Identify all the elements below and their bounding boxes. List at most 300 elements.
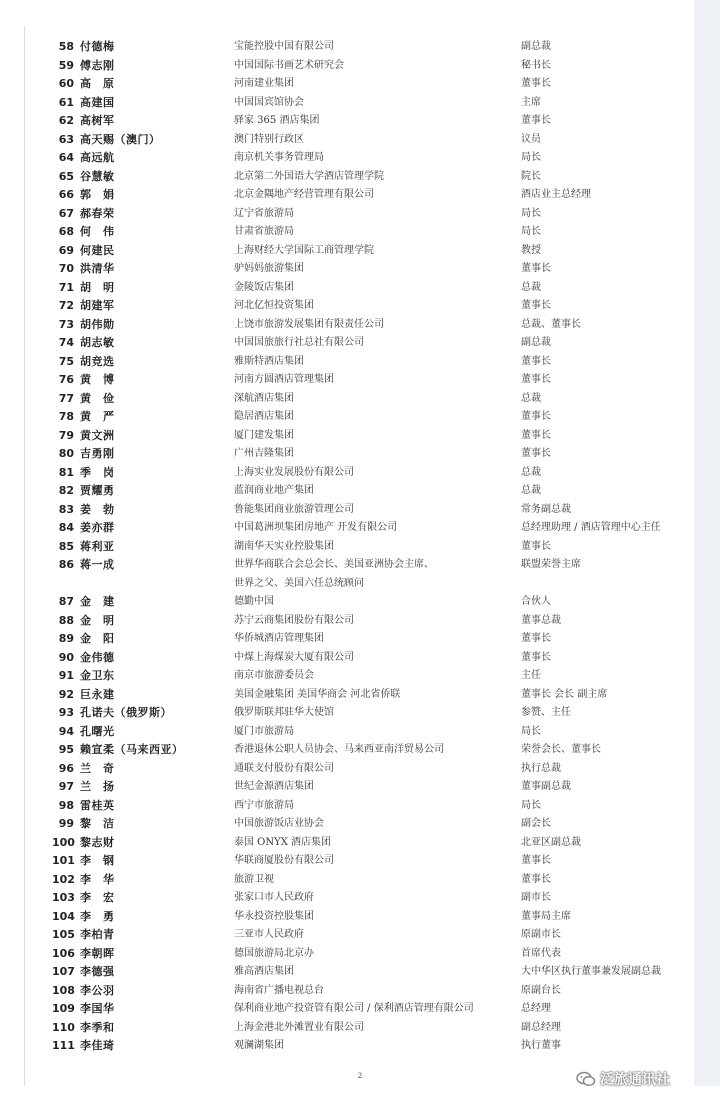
person-name: 李 华 [80,872,115,886]
organization [234,871,274,890]
person-name: 蒋利亚 [80,539,115,553]
organization-line: 中国葛洲坝集团房地产 开发有限公司 [234,522,398,533]
table-row [0,1000,720,1019]
table-row [0,760,720,779]
job-title: 大中华区执行董事兼发展副总裁 [521,966,661,977]
organization-line: 华侨城酒店管理集团 [234,633,324,644]
person-name: 李佳琦 [80,1039,115,1052]
organization [234,1037,284,1056]
job-title: 董事长 [521,633,551,644]
row-number: 64 [58,151,74,164]
job-title: 参赞、主任 [521,707,571,718]
organization-line: 河南方圆酒店管理集团 [234,374,334,385]
job-title: 董事长 [521,540,551,552]
organization [234,242,374,261]
job-title: 总裁 [521,485,541,496]
watermark [576,1069,670,1089]
job-title: 局长 [521,725,541,737]
job-title: 局长 [521,152,541,163]
row-number: 87 [58,595,74,608]
organization-line: 甘肃省旅游局 [234,226,294,237]
organization [234,519,397,538]
top-margin-panel [694,0,720,26]
job-title: 总裁、董事长 [521,318,581,330]
organization-line: 世界华商联合会总会长、美国亚洲协会主席、 [234,559,434,570]
organization-line: 南京市旅游委员会 [234,670,314,681]
person-name: 黄 严 [80,410,115,423]
job-title: 董事长 [521,300,551,311]
person-name: 兰 奇 [80,761,115,775]
organization [234,908,314,927]
job-title: 副总裁 [521,337,551,348]
organization [234,1019,364,1038]
row-number: 78 [58,410,74,423]
row-number: 96 [58,761,74,775]
organization-line: 俄罗斯联邦驻华大使馆 [234,707,334,718]
table-row [0,908,720,927]
organization [234,57,344,76]
person-name: 李 宏 [80,891,115,904]
job-title: 董事长 [521,374,551,385]
job-title: 董事长 [521,355,551,367]
row-number: 94 [58,724,74,738]
organization-line: 观澜湖集团 [234,1040,284,1051]
organization [234,464,354,483]
person-name: 胡志敏 [80,336,115,349]
job-title: 副总裁 [521,41,551,52]
table-row [0,279,720,298]
job-title: 荣誉会长、董事长 [521,744,601,755]
table-row [0,371,720,390]
table-row [0,982,720,1001]
row-number: 61 [58,95,74,109]
organization [234,852,334,871]
job-title: 原副台长 [521,984,561,996]
organization [234,482,314,501]
row-number: 83 [58,502,74,516]
organization [234,538,334,557]
table-row [0,667,720,686]
organization [234,297,314,316]
organization [234,723,294,742]
table-row [0,38,720,57]
person-name: 姜 勃 [80,502,115,516]
job-title: 副总经理 [521,1021,561,1033]
organization [234,316,384,335]
row-number: 99 [58,817,74,830]
person-name: 高远航 [80,151,115,164]
job-title: 总裁 [521,466,541,478]
table-row [0,353,720,372]
organization-line: 金陵饭店集团 [234,281,294,293]
organization [234,38,334,57]
row-number: 106 [52,946,75,960]
job-title: 局长 [521,207,541,219]
organization [234,1000,474,1019]
job-title: 董事长 [521,115,551,126]
row-number: 79 [58,428,74,442]
person-name: 黄文洲 [80,428,115,442]
table-row [0,445,720,464]
row-number: 69 [58,243,74,257]
organization [234,149,324,168]
organization-line: 雅斯特酒店集团 [234,355,304,367]
row-number: 91 [58,669,74,682]
person-name: 姜亦群 [80,521,115,534]
organization [234,260,304,279]
person-name: 黄 博 [80,373,115,386]
table-row [0,1019,720,1038]
table-row [0,186,720,205]
row-number: 108 [52,983,75,997]
person-name: 李季和 [80,1020,115,1034]
person-name: 黎 洁 [80,817,115,830]
job-title: 董事长 [521,448,551,459]
person-name: 蒋一成 [80,558,115,571]
person-name: 胡建军 [80,299,115,312]
organization-line: 香港退休公职人员协会、马来西亚南洋贸易公司 [234,744,444,755]
organization-line: 宝能控股中国有限公司 [234,41,334,52]
table-row [0,889,720,908]
organization-line: 世纪金源酒店集团 [234,781,314,792]
organization [234,963,294,982]
organization [234,279,294,298]
row-number: 77 [58,391,74,405]
job-title: 首席代表 [521,947,561,959]
person-name: 李朝晖 [80,946,115,960]
job-title: 常务副总裁 [521,503,571,515]
attendee-list [0,38,720,1056]
organization-line: 张家口市人民政府 [234,892,314,903]
organization [234,630,324,649]
person-name: 兰 扬 [80,780,115,793]
job-title: 北亚区副总裁 [521,836,581,848]
job-title: 总裁 [521,281,541,293]
job-title: 主席 [521,96,541,108]
table-row [0,75,720,94]
organization-line: 驴妈妈旅游集团 [234,263,304,274]
row-number: 98 [58,798,74,812]
job-title: 执行总裁 [521,762,561,774]
job-title: 董事总裁 [521,614,561,626]
person-name: 谷慧敏 [80,169,115,183]
row-number: 67 [58,206,74,220]
organization-line: 深航酒店集团 [234,392,294,404]
organization [234,667,314,686]
job-title: 董事长 [521,263,551,274]
person-name: 高建国 [80,95,115,109]
organization-line: 通联支付股份有限公司 [234,762,334,774]
organization-line: 雅高酒店集团 [234,966,294,977]
organization [234,445,294,464]
table-row [0,797,720,816]
table-row [0,260,720,279]
organization [234,945,314,964]
table-row [0,649,720,668]
table-row [0,464,720,483]
organization-line: 河北亿恒投资集团 [234,300,314,311]
organization [234,501,354,520]
table-row [0,168,720,187]
table-row [0,205,720,224]
organization [234,612,354,631]
organization [234,834,331,853]
person-name: 黄 俭 [80,391,115,405]
person-name: 高树军 [80,114,115,127]
person-name: 高 原 [80,77,115,90]
table-row [0,593,720,612]
person-name: 李 钢 [80,854,115,867]
person-name: 洪清华 [80,262,115,275]
row-number: 89 [58,632,74,645]
table-row [0,815,720,834]
table-row [0,519,720,538]
row-number: 111 [52,1039,75,1052]
row-number: 100 [52,835,75,849]
organization-line: 厦门建发集团 [234,429,294,441]
organization-line: 苏宁云商集团股份有限公司 [234,614,354,626]
row-number: 92 [58,687,74,701]
organization-line: 河南建业集团 [234,78,294,89]
organization-line: 上海财经大学国际工商管理学院 [234,244,374,256]
person-name: 何 伟 [80,225,115,238]
job-title: 联盟荣誉主席 [521,559,581,570]
row-number: 65 [58,169,74,183]
table-row [0,612,720,631]
organization [234,75,294,94]
table-row [0,556,720,593]
table-row [0,945,720,964]
person-name: 金 建 [80,595,115,608]
job-title: 董事长 [521,873,551,885]
job-title: 副市长 [521,892,551,903]
person-name: 何建民 [80,243,115,257]
organization [234,334,364,353]
organization-line: 南京机关事务管理局 [234,152,324,163]
table-row [0,94,720,113]
organization-line-2: 世界之父、美国六任总统顾问 [234,577,364,589]
job-title: 董事长 会长 副主席 [521,688,608,700]
person-name: 胡竞选 [80,354,115,368]
row-number: 62 [58,114,74,127]
row-number: 103 [52,891,75,904]
organization-line: 中国旅游饭店业协会 [234,818,324,829]
job-title: 副会长 [521,818,551,829]
organization [234,556,434,593]
organization-line: 上海实业发展股份有限公司 [234,466,354,478]
organization [234,704,334,723]
organization-line: 澳门特别行政区 [234,133,304,145]
organization [234,760,334,779]
row-number: 90 [58,650,74,664]
row-number: 110 [52,1020,75,1034]
job-title: 董事长 [521,855,551,866]
organization-line: 西宁市旅游局 [234,799,294,811]
organization [234,649,354,668]
table-row [0,297,720,316]
person-name: 巨永建 [80,687,115,701]
table-row [0,1037,720,1056]
table-row [0,834,720,853]
organization [234,131,304,150]
table-row [0,871,720,890]
row-number: 75 [58,354,74,368]
row-number: 95 [58,743,74,756]
table-row [0,149,720,168]
organization-line: 三亚市人民政府 [234,929,304,940]
organization-line: 厦门市旅游局 [234,725,294,737]
row-number: 72 [58,299,74,312]
row-number: 81 [58,465,74,479]
job-title: 原副市长 [521,929,561,940]
table-row [0,501,720,520]
organization-line: 中国国宾馆协会 [234,96,304,108]
job-title: 总经理助理 / 酒店管理中心主任 [521,522,661,533]
person-name: 李国华 [80,1002,115,1015]
organization [234,371,334,390]
organization-line: 中国国际书画艺术研究会 [234,59,344,71]
person-name: 贾耀勇 [80,484,115,497]
person-name: 季 岗 [80,465,115,479]
organization-line: 华永投资控股集团 [234,910,314,922]
row-number: 74 [58,336,74,349]
organization [234,223,294,242]
row-number: 107 [52,965,75,978]
row-number: 66 [58,188,74,201]
organization [234,390,294,409]
organization-line: 北京金隅地产经营管理有限公司 [234,189,374,200]
organization-line: 华联商厦股份有限公司 [234,855,334,866]
organization [234,427,294,446]
row-number: 97 [58,780,74,793]
row-number: 104 [52,909,75,923]
person-name: 孔曙光 [80,724,115,738]
row-number: 105 [52,928,75,941]
row-number: 93 [58,706,74,719]
table-row [0,686,720,705]
job-title: 局长 [521,226,541,237]
organization [234,797,294,816]
organization [234,982,324,1001]
job-title: 酒店业主总经理 [521,189,591,200]
job-title: 董事副总裁 [521,781,571,792]
row-number: 109 [52,1002,75,1015]
person-name: 金 阳 [80,632,115,645]
person-name: 李 勇 [80,909,115,923]
person-name: 胡 明 [80,280,115,294]
row-number: 68 [58,225,74,238]
organization-line: 蓝润商业地产集团 [234,485,314,496]
table-row [0,778,720,797]
person-name: 金伟德 [80,650,115,664]
table-row [0,723,720,742]
job-title: 合伙人 [521,596,551,607]
table-row [0,926,720,945]
organization [234,205,294,224]
table-row [0,334,720,353]
person-name: 胡伟勋 [80,317,115,331]
row-number: 102 [52,872,75,886]
organization-line: 旅游卫视 [234,873,274,885]
person-name: 雷桂英 [80,798,115,812]
table-row [0,538,720,557]
organization-line: 辽宁省旅游局 [234,207,294,219]
person-name: 傅志刚 [80,58,115,72]
person-name: 郭 娟 [80,188,115,201]
job-title: 议员 [521,133,541,145]
organization-line: 驿家 365 酒店集团 [234,115,320,126]
job-title: 主任 [521,670,541,681]
person-name: 金卫东 [80,669,115,682]
organization-line: 上海金港北外滩置业有限公司 [234,1021,364,1033]
row-number: 58 [58,40,74,53]
row-number: 80 [58,447,74,460]
person-name: 赖宣柔（马来西亚） [80,743,184,756]
person-name: 李柏青 [80,928,115,941]
row-number: 88 [58,613,74,627]
person-name: 李德强 [80,965,115,978]
table-row [0,704,720,723]
organization [234,168,384,187]
table-row [0,408,720,427]
organization-line: 保利商业地产投资管有限公司 / 保利酒店管理有限公司 [234,1003,474,1014]
job-title: 执行董事 [521,1040,561,1051]
row-number: 85 [58,539,74,553]
organization-line: 海南省广播电视总台 [234,984,324,996]
organization [234,889,314,908]
organization [234,408,294,427]
organization-line: 上饶市旅游发展集团有限责任公司 [234,318,384,330]
organization-line: 隐居酒店集团 [234,411,294,422]
person-name: 郝春荣 [80,206,115,220]
job-title: 院长 [521,170,541,182]
job-title: 教授 [521,244,541,256]
organization [234,926,304,945]
row-number: 76 [58,373,74,386]
table-row [0,223,720,242]
organization [234,686,400,705]
table-row [0,852,720,871]
row-number: 71 [58,280,74,294]
organization-line: 美国金融集团 美国华商会 河北省侨联 [234,688,401,700]
organization-line: 广州吉隆集团 [234,448,294,459]
table-row [0,316,720,335]
person-name: 高天赐（澳门） [80,132,161,146]
organization [234,186,374,205]
table-row [0,112,720,131]
organization-line: 中煤上海煤炭大厦有限公司 [234,651,354,663]
organization [234,778,314,797]
organization [234,593,274,612]
job-title: 总裁 [521,392,541,404]
organization-line: 德勤中国 [234,596,274,607]
row-number: 82 [58,484,74,497]
table-row [0,131,720,150]
organization [234,815,324,834]
person-name: 李公羽 [80,983,115,997]
watermark-text: 泛旅通讯社 [600,1072,670,1088]
row-number: 101 [52,854,75,867]
row-number: 84 [58,521,74,534]
organization-line: 中国国旅旅行社总社有限公司 [234,337,364,348]
job-title: 董事长 [521,429,551,441]
row-number: 86 [58,558,74,571]
job-title: 秘书长 [521,59,551,71]
row-number: 60 [58,77,74,90]
table-row [0,741,720,760]
table-row [0,630,720,649]
table-row [0,242,720,261]
